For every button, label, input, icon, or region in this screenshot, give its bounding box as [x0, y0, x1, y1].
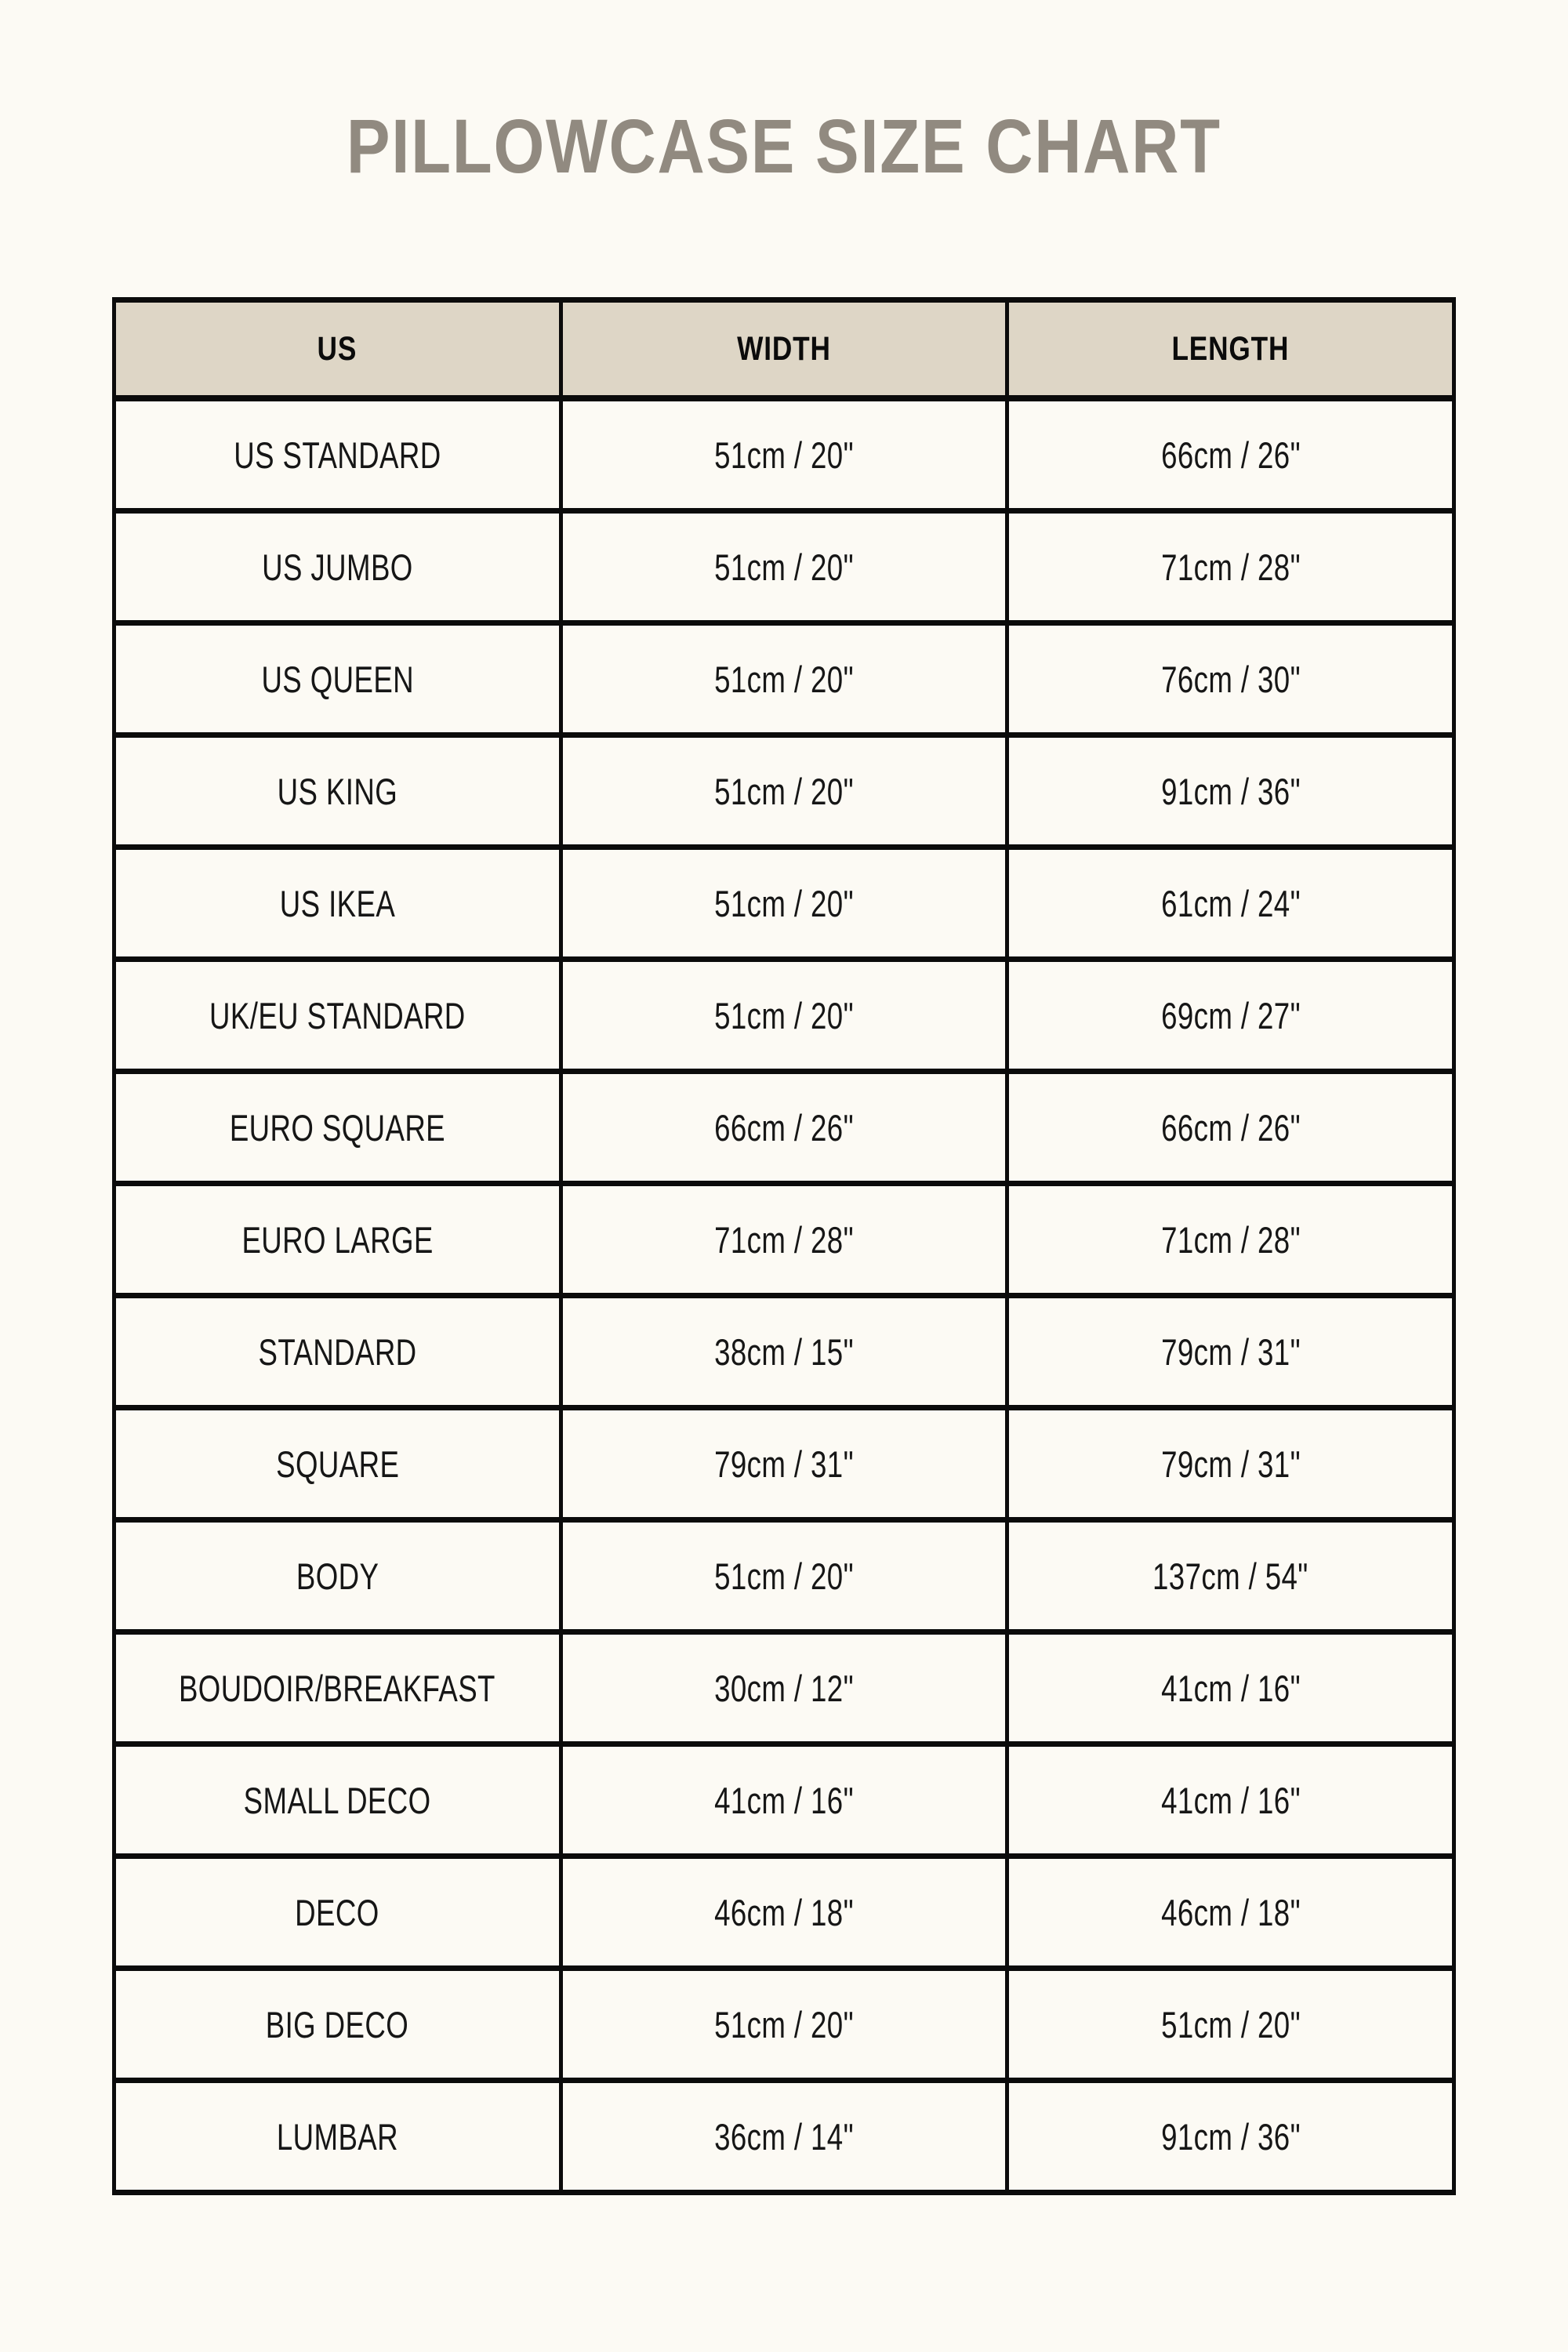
size-name: US KING	[277, 770, 398, 812]
size-name-cell	[114, 511, 561, 623]
size-name: DECO	[295, 1891, 380, 1933]
width-value: 51cm / 20"	[714, 434, 854, 476]
width-cell	[561, 1072, 1007, 1184]
length-cell	[1007, 1296, 1454, 1408]
width-value: 51cm / 20"	[714, 770, 854, 812]
length-value: 51cm / 20"	[1160, 2003, 1301, 2045]
size-name-cell	[114, 960, 561, 1072]
table-row	[114, 960, 1454, 1072]
width-value: 51cm / 20"	[714, 546, 854, 588]
size-name-cell	[114, 1296, 561, 1408]
width-value: 30cm / 12"	[714, 1667, 854, 1709]
header-label-us: US	[318, 329, 358, 368]
table-body	[114, 398, 1454, 2193]
length-cell	[1007, 1072, 1454, 1184]
header-row	[114, 300, 1454, 399]
size-name: UK/EU STANDARD	[209, 994, 466, 1036]
width-value: 41cm / 16"	[714, 1779, 854, 1821]
width-cell	[561, 1408, 1007, 1520]
width-value: 51cm / 20"	[714, 882, 854, 924]
width-cell	[561, 1520, 1007, 1632]
length-value: 66cm / 26"	[1160, 1106, 1301, 1149]
width-cell	[561, 511, 1007, 623]
size-name-cell	[114, 1632, 561, 1744]
table-row	[114, 1296, 1454, 1408]
size-chart-container	[112, 297, 1456, 2195]
width-cell	[561, 848, 1007, 960]
size-name-cell	[114, 1969, 561, 2081]
size-name-cell	[114, 1184, 561, 1296]
size-name-cell	[114, 623, 561, 735]
length-cell	[1007, 1184, 1454, 1296]
width-value: 36cm / 14"	[714, 2115, 854, 2158]
size-name-cell	[114, 1408, 561, 1520]
size-name: US STANDARD	[234, 434, 441, 476]
table-row	[114, 1857, 1454, 1969]
length-value: 69cm / 27"	[1160, 994, 1301, 1036]
length-cell	[1007, 960, 1454, 1072]
width-cell	[561, 960, 1007, 1072]
width-value: 51cm / 20"	[714, 1555, 854, 1597]
size-name: SMALL DECO	[243, 1779, 431, 1821]
size-name: BODY	[296, 1555, 379, 1597]
table-row	[114, 1408, 1454, 1520]
size-name: EURO SQUARE	[229, 1106, 445, 1149]
header-label-width: WIDTH	[737, 329, 831, 368]
size-name-cell	[114, 735, 561, 848]
table-row	[114, 1520, 1454, 1632]
size-name-cell	[114, 1072, 561, 1184]
width-cell	[561, 1744, 1007, 1857]
width-value: 71cm / 28"	[714, 1218, 854, 1261]
header-cell-length	[1007, 300, 1454, 399]
width-cell	[561, 2081, 1007, 2193]
length-cell	[1007, 1408, 1454, 1520]
size-name-cell	[114, 398, 561, 511]
width-value: 66cm / 26"	[714, 1106, 854, 1149]
size-name-cell	[114, 848, 561, 960]
width-value: 51cm / 20"	[714, 2003, 854, 2045]
length-value: 46cm / 18"	[1160, 1891, 1301, 1933]
width-value: 51cm / 20"	[714, 994, 854, 1036]
table-row	[114, 735, 1454, 848]
length-value: 76cm / 30"	[1160, 658, 1301, 700]
header-cell-width	[561, 300, 1007, 399]
width-cell	[561, 1632, 1007, 1744]
length-cell	[1007, 735, 1454, 848]
length-value: 79cm / 31"	[1160, 1330, 1301, 1373]
length-cell	[1007, 623, 1454, 735]
length-value: 137cm / 54"	[1152, 1555, 1308, 1597]
length-cell	[1007, 848, 1454, 960]
size-name: US JUMBO	[262, 546, 413, 588]
width-value: 51cm / 20"	[714, 658, 854, 700]
width-value: 38cm / 15"	[714, 1330, 854, 1373]
size-name: US QUEEN	[261, 658, 414, 700]
length-cell	[1007, 1969, 1454, 2081]
table-row	[114, 623, 1454, 735]
size-chart-table	[112, 297, 1456, 2195]
size-name: SQUARE	[275, 1443, 399, 1485]
size-name: EURO LARGE	[241, 1218, 434, 1261]
size-name: US IKEA	[279, 882, 396, 924]
table-row	[114, 1969, 1454, 2081]
size-name-cell	[114, 1744, 561, 1857]
size-name: BIG DECO	[266, 2003, 409, 2045]
table-row	[114, 2081, 1454, 2193]
page-title: PILLOWCASE SIZE CHART	[347, 103, 1221, 189]
size-name-cell	[114, 1857, 561, 1969]
page-title-container	[0, 103, 1568, 189]
table-row	[114, 511, 1454, 623]
length-value: 41cm / 16"	[1160, 1779, 1301, 1821]
length-cell	[1007, 1632, 1454, 1744]
length-value: 66cm / 26"	[1160, 434, 1301, 476]
size-name-cell	[114, 1520, 561, 1632]
length-value: 41cm / 16"	[1160, 1667, 1301, 1709]
length-value: 91cm / 36"	[1160, 2115, 1301, 2158]
length-value: 91cm / 36"	[1160, 770, 1301, 812]
size-name: LUMBAR	[276, 2115, 398, 2158]
width-cell	[561, 1296, 1007, 1408]
table-row	[114, 1072, 1454, 1184]
width-value: 79cm / 31"	[714, 1443, 854, 1485]
width-cell	[561, 398, 1007, 511]
width-cell	[561, 735, 1007, 848]
table-row	[114, 1744, 1454, 1857]
table-row	[114, 848, 1454, 960]
table-header	[114, 300, 1454, 399]
length-cell	[1007, 2081, 1454, 2193]
length-value: 61cm / 24"	[1160, 882, 1301, 924]
length-cell	[1007, 1520, 1454, 1632]
width-cell	[561, 1857, 1007, 1969]
table-row	[114, 398, 1454, 511]
size-name: BOUDOIR/BREAKFAST	[179, 1667, 496, 1709]
size-name-cell	[114, 2081, 561, 2193]
width-cell	[561, 623, 1007, 735]
header-label-length: LENGTH	[1171, 329, 1290, 368]
size-name: STANDARD	[258, 1330, 417, 1373]
table-row	[114, 1632, 1454, 1744]
length-value: 79cm / 31"	[1160, 1443, 1301, 1485]
length-cell	[1007, 511, 1454, 623]
length-cell	[1007, 1857, 1454, 1969]
width-cell	[561, 1184, 1007, 1296]
header-cell-us	[114, 300, 561, 399]
length-cell	[1007, 1744, 1454, 1857]
table-row	[114, 1184, 1454, 1296]
width-value: 46cm / 18"	[714, 1891, 854, 1933]
length-value: 71cm / 28"	[1160, 1218, 1301, 1261]
length-cell	[1007, 398, 1454, 511]
length-value: 71cm / 28"	[1160, 546, 1301, 588]
width-cell	[561, 1969, 1007, 2081]
